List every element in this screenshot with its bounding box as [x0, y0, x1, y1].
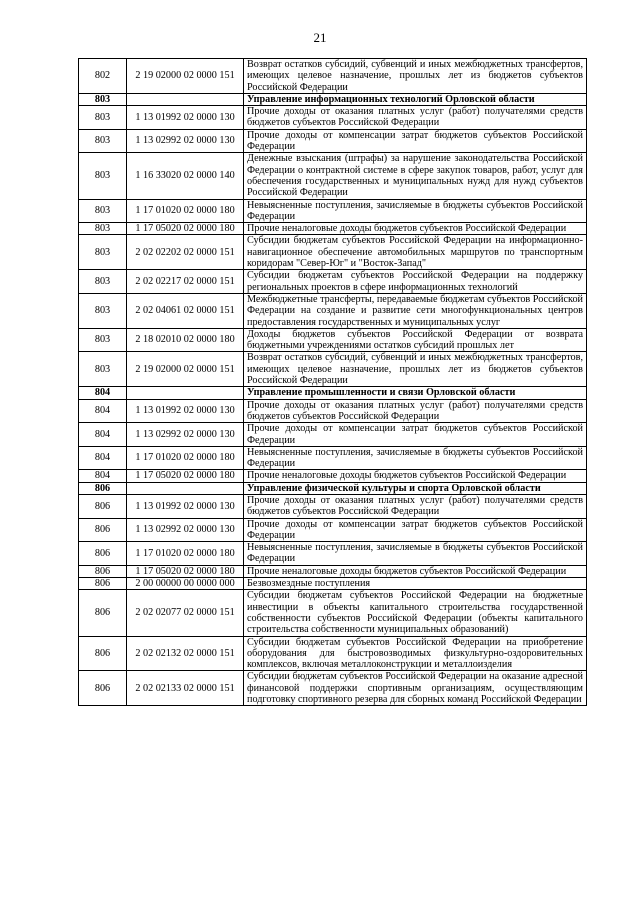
table-row: [79, 518, 587, 542]
revenue-code-cell: 2 19 02000 02 0000 151: [127, 59, 244, 94]
revenue-code-cell: 2 00 00000 00 0000 000: [127, 578, 244, 590]
admin-code-cell: 803: [79, 153, 127, 199]
revenue-name-cell: Возврат остатков субсидий, субвенций и иных межбюджетных трансфертов, имеющих целевое назначение, прошлых лет из бюджетов субъектов Российской Федерации: [244, 59, 587, 94]
admin-code-cell: 804: [79, 446, 127, 470]
admin-code-cell: 806: [79, 482, 127, 494]
revenue-code-cell: 2 02 02202 02 0000 151: [127, 235, 244, 270]
table-row: [79, 590, 587, 636]
revenue-name-cell: Невыясненные поступления, зачисляемые в бюджеты субъектов Российской Федерации: [244, 542, 587, 566]
revenue-name-cell: Прочие неналоговые доходы бюджетов субъектов Российской Федерации: [244, 223, 587, 235]
admin-code-cell: 802: [79, 59, 127, 94]
revenue-code-cell: 2 02 02217 02 0000 151: [127, 270, 244, 294]
admin-code-cell: 803: [79, 352, 127, 387]
table-row: [79, 636, 587, 671]
admin-code-cell: 806: [79, 518, 127, 542]
table-row: [79, 235, 587, 270]
revenue-code-cell: 1 16 33020 02 0000 140: [127, 153, 244, 199]
admin-code-cell: 803: [79, 235, 127, 270]
table-row: [79, 328, 587, 352]
table-row: [79, 399, 587, 423]
section-header-row: [79, 93, 587, 105]
revenue-name-cell: Возврат остатков субсидий, субвенций и иных межбюджетных трансфертов, имеющих целевое назначение, прошлых лет из бюджетов субъектов Российской Федерации: [244, 352, 587, 387]
table-row: [79, 494, 587, 518]
revenue-code-cell: 1 13 02992 02 0000 130: [127, 423, 244, 447]
page-number: 21: [313, 30, 327, 45]
revenue-code-cell: 2 19 02000 02 0000 151: [127, 352, 244, 387]
table-row: [79, 270, 587, 294]
revenue-code-cell: 1 17 05020 02 0000 180: [127, 470, 244, 482]
admin-code-cell: 803: [79, 328, 127, 352]
revenue-code-cell: 1 17 05020 02 0000 180: [127, 565, 244, 577]
table-row: [79, 446, 587, 470]
revenue-code-cell: 2 02 04061 02 0000 151: [127, 293, 244, 328]
revenue-code-cell: 1 17 01020 02 0000 180: [127, 199, 244, 223]
table-row: [79, 671, 587, 706]
admin-code-cell: 803: [79, 293, 127, 328]
admin-code-cell: 804: [79, 423, 127, 447]
revenue-name-cell: Прочие доходы от компенсации затрат бюджетов субъектов Российской Федерации: [244, 129, 587, 153]
admin-code-cell: 803: [79, 199, 127, 223]
revenue-code-cell: 1 17 05020 02 0000 180: [127, 223, 244, 235]
table-row: [79, 293, 587, 328]
revenue-code-cell: 1 17 01020 02 0000 180: [127, 542, 244, 566]
admin-code-cell: 806: [79, 590, 127, 636]
table-row: [79, 106, 587, 130]
revenue-code-cell: 1 13 02992 02 0000 130: [127, 129, 244, 153]
revenue-name-cell: Прочие доходы от компенсации затрат бюджетов субъектов Российской Федерации: [244, 518, 587, 542]
revenue-name-cell: Невыясненные поступления, зачисляемые в бюджеты субъектов Российской Федерации: [244, 446, 587, 470]
admin-code-cell: 806: [79, 636, 127, 671]
revenue-name-cell: Субсидии бюджетам субъектов Российской Федерации на информационно-навигационное обеспечение автомобильных маршрутов по транспортным коридорам "Север-Юг" и "Восток-Запад": [244, 235, 587, 270]
table-row: [79, 199, 587, 223]
revenue-name-cell: Межбюджетные трансферты, передаваемые бюджетам субъектов Российской Федерации на создание и развитие сети многофункциональных центров предоставления государственных и муниципальных услуг: [244, 293, 587, 328]
admin-code-cell: 803: [79, 223, 127, 235]
revenue-name-cell: Прочие неналоговые доходы бюджетов субъектов Российской Федерации: [244, 565, 587, 577]
revenue-name-cell: Управление физической культуры и спорта Орловской области: [244, 482, 587, 494]
revenue-name-cell: Субсидии бюджетам субъектов Российской Федерации на оказание адресной финансовой поддержки спортивным организациям, осуществляющим подготовку спортивного резерва для сборных команд Российской Федерации: [244, 671, 587, 706]
revenue-code-cell: 1 13 01992 02 0000 130: [127, 399, 244, 423]
section-header-row: [79, 387, 587, 399]
revenue-name-cell: Прочие доходы от оказания платных услуг (работ) получателями средств бюджетов субъектов Российской Федерации: [244, 399, 587, 423]
admin-code-cell: 803: [79, 270, 127, 294]
table-row: [79, 470, 587, 482]
revenue-name-cell: Прочие доходы от оказания платных услуг (работ) получателями средств бюджетов субъектов Российской Федерации: [244, 106, 587, 130]
table-row: [79, 153, 587, 199]
table-row: [79, 352, 587, 387]
revenue-code-cell: 1 13 01992 02 0000 130: [127, 106, 244, 130]
revenue-name-cell: Субсидии бюджетам субъектов Российской Федерации на приобретение оборудования для быстровозводимых физкультурно-оздоровительных комплексов, включая металлоконструкции и металлоизделия: [244, 636, 587, 671]
table-row: [79, 578, 587, 590]
admin-code-cell: 803: [79, 93, 127, 105]
revenue-code-cell: [127, 93, 244, 105]
revenue-name-cell: Управление промышленности и связи Орловской области: [244, 387, 587, 399]
revenue-code-cell: 1 17 01020 02 0000 180: [127, 446, 244, 470]
admin-code-cell: 804: [79, 399, 127, 423]
section-header-row: [79, 482, 587, 494]
revenue-name-cell: Денежные взыскания (штрафы) за нарушение законодательства Российской Федерации о контрактной системе в сфере закупок товаров, работ, услуг для обеспечения государственных и муниципальных нужд для нужд субъектов Российской Федерации: [244, 153, 587, 199]
revenue-code-cell: 1 13 01992 02 0000 130: [127, 494, 244, 518]
table-row: [79, 423, 587, 447]
revenue-code-cell: 2 02 02132 02 0000 151: [127, 636, 244, 671]
admin-code-cell: 806: [79, 578, 127, 590]
admin-code-cell: 806: [79, 565, 127, 577]
table-row: [79, 565, 587, 577]
revenue-codes-table: [78, 58, 587, 706]
revenue-name-cell: Субсидии бюджетам субъектов Российской Федерации на бюджетные инвестиции в объекты капитального строительства государственной собственности субъектов Российской Федерации (объекты капитального строительства собственности муниципальных образований): [244, 590, 587, 636]
table-row: [79, 129, 587, 153]
admin-code-cell: 806: [79, 494, 127, 518]
revenue-code-cell: 2 18 02010 02 0000 180: [127, 328, 244, 352]
admin-code-cell: 803: [79, 129, 127, 153]
revenue-name-cell: Безвозмездные поступления: [244, 578, 587, 590]
admin-code-cell: 803: [79, 106, 127, 130]
revenue-name-cell: Прочие доходы от компенсации затрат бюджетов субъектов Российской Федерации: [244, 423, 587, 447]
revenue-name-cell: Невыясненные поступления, зачисляемые в бюджеты субъектов Российской Федерации: [244, 199, 587, 223]
admin-code-cell: 804: [79, 387, 127, 399]
revenue-code-cell: 1 13 02992 02 0000 130: [127, 518, 244, 542]
revenue-code-cell: [127, 387, 244, 399]
revenue-code-cell: [127, 482, 244, 494]
revenue-name-cell: Доходы бюджетов субъектов Российской Федерации от возврата бюджетными учреждениями остатков субсидий прошлых лет: [244, 328, 587, 352]
table-row: [79, 542, 587, 566]
table-row: [79, 59, 587, 94]
revenue-code-cell: 2 02 02133 02 0000 151: [127, 671, 244, 706]
admin-code-cell: 804: [79, 470, 127, 482]
revenue-name-cell: Субсидии бюджетам субъектов Российской Федерации на поддержку региональных проектов в сфере информационных технологий: [244, 270, 587, 294]
revenue-name-cell: Управление информационных технологий Орловской области: [244, 93, 587, 105]
revenue-name-cell: Прочие доходы от оказания платных услуг (работ) получателями средств бюджетов субъектов Российской Федерации: [244, 494, 587, 518]
table-body: [79, 59, 587, 706]
admin-code-cell: 806: [79, 671, 127, 706]
revenue-name-cell: Прочие неналоговые доходы бюджетов субъектов Российской Федерации: [244, 470, 587, 482]
admin-code-cell: 806: [79, 542, 127, 566]
table-row: [79, 223, 587, 235]
revenue-code-cell: 2 02 02077 02 0000 151: [127, 590, 244, 636]
